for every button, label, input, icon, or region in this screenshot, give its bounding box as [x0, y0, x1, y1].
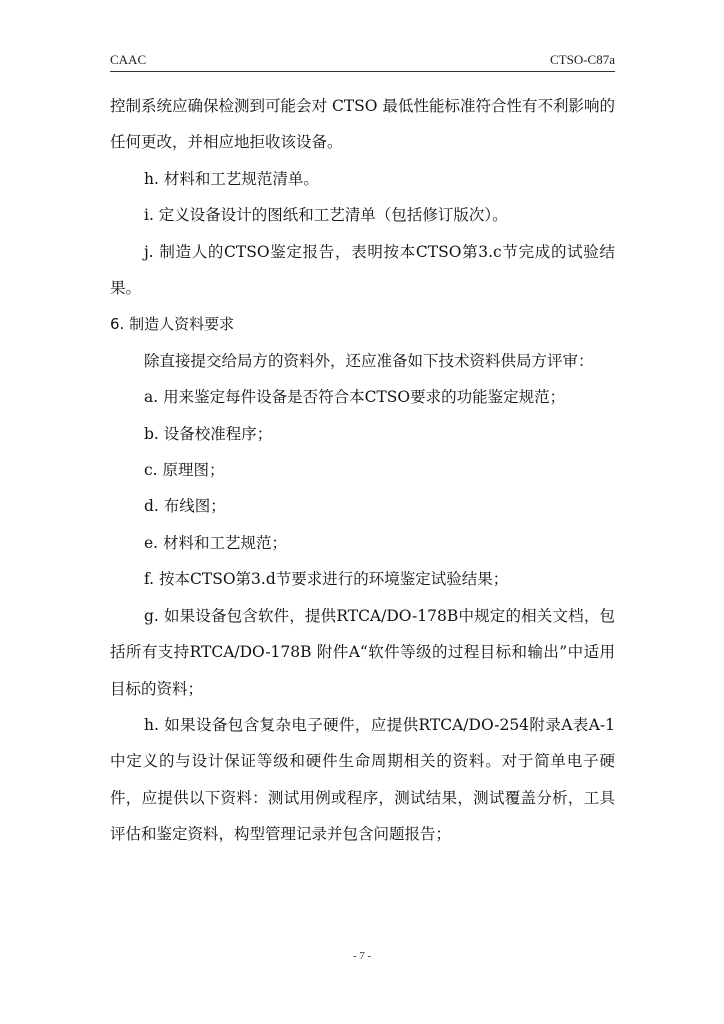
list-item-h: h. 材料和工艺规范清单。 — [144, 169, 319, 188]
list-item-b: b. 设备校准程序； — [144, 424, 273, 443]
header-divider — [110, 71, 615, 72]
list-item-g: g. 如果设备包含软件，提供RTCA/DO-178B中规定的相关文档，包括所有支持RTCA/DO-178B 附件A“软件等级的过程目标和输出”中适用目标的资料； — [110, 606, 615, 698]
list-item-a: a. 用来鉴定每件设备是否符合本CTSO要求的功能鉴定规范； — [144, 388, 566, 407]
page-header — [110, 52, 615, 72]
paragraph-continued: 控制系统应确保检测到可能会对 CTSO 最低性能标准符合性有不利影响的任何更改，并相应地拒收该设备。 — [110, 97, 615, 152]
list-item-e: e. 材料和工艺规范； — [144, 533, 288, 552]
section-intro: 除直接提交给局方的资料外，还应准备如下技术资料供局方评审： — [144, 351, 594, 370]
list-item-f: f. 按本CTSO第3.d节要求进行的环境鉴定试验结果； — [144, 570, 509, 589]
list-item-d: d. 布线图； — [144, 497, 226, 516]
list-item-i: i. 定义设备设计的图纸和工艺清单（包括修订版次）。 — [144, 206, 508, 225]
page-number: - 7 - — [352, 950, 372, 962]
header-org: CAAC — [110, 52, 147, 67]
list-item-h-hardware: h. 如果设备包含复杂电子硬件，应提供RTCA/DO-254附录A表A-1中定义的与设计保证等级和硬件生命周期相关的资料。对于简单电子硬件，应提供以下资料：测试用例或程序，测试结果，测试覆盖分析，工具评估和鉴定资料，构型管理记录并包含问题报告； — [110, 715, 615, 844]
header-doc-id: CTSO-C87a — [550, 52, 615, 67]
section-heading: 6. 制造人资料要求 — [110, 315, 235, 334]
page-body — [110, 88, 615, 853]
list-item-c: c. 原理图； — [144, 461, 225, 480]
list-item-j: j. 制造人的CTSO鉴定报告，表明按本CTSO第3.c节完成的试验结果。 — [110, 242, 615, 298]
